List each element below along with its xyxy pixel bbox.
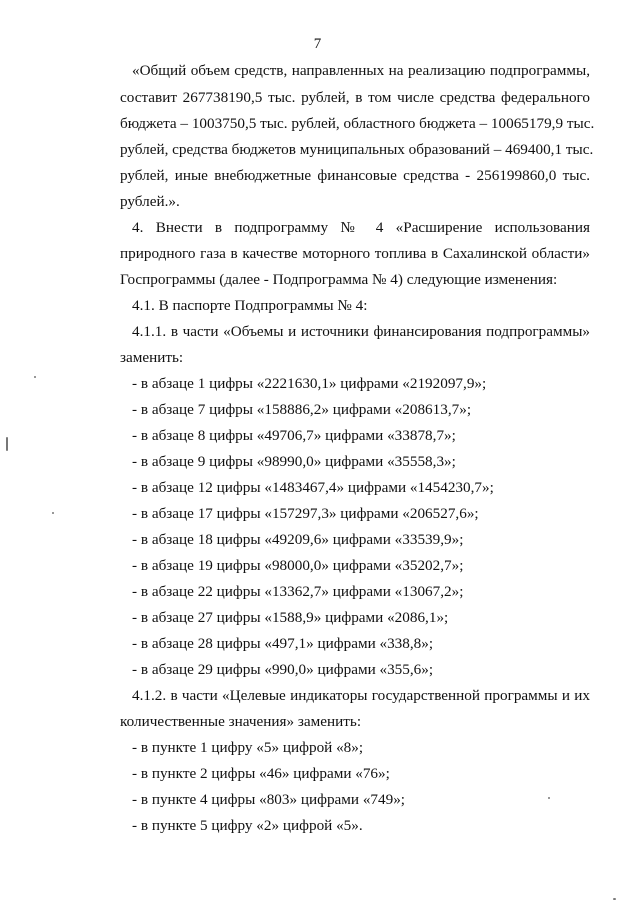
list-item: - в абзаце 22 цифры «13362,7» цифрами «13067,2»; [132, 583, 464, 600]
list-item: - в абзаце 12 цифры «1483467,4» цифрами «1454230,7»; [132, 479, 494, 496]
text-line: 4.1.1. в части «Объемы и источники финансирования подпрограммы» [132, 323, 590, 340]
list-item: - в абзаце 27 цифры «1588,9» цифрами «2086,1»; [132, 609, 449, 626]
text-line: рублей, иные внебюджетные финансовые средства - 256199860,0 тыс. [120, 167, 590, 184]
list-item: - в абзаце 8 цифры «49706,7» цифрами «33878,7»; [132, 427, 456, 444]
list-item: - в абзаце 18 цифры «49209,6» цифрами «33539,9»; [132, 531, 464, 548]
list-item: - в пункте 2 цифры «46» цифрами «76»; [132, 765, 390, 782]
text-line: 4.1.2. в части «Целевые индикаторы государственной программы и их [132, 687, 590, 704]
text-line: составит 267738190,5 тыс. рублей, в том числе средства федерального [120, 89, 590, 106]
text-line: рублей.». [120, 193, 180, 210]
text-line: природного газа в качестве моторного топлива в Сахалинской области» [120, 245, 590, 262]
list-item: - в абзаце 19 цифры «98000,0» цифрами «35202,7»; [132, 557, 464, 574]
list-item: - в абзаце 28 цифры «497,1» цифрами «338,8»; [132, 635, 434, 652]
list-item: - в абзаце 29 цифры «990,0» цифрами «355,6»; [132, 661, 434, 678]
scan-speck [548, 797, 550, 799]
text-line: Госпрограммы (далее - Подпрограмма № 4) следующие изменения: [120, 271, 558, 288]
scan-speck [52, 512, 54, 514]
text-line: «Общий объем средств, направленных на реализацию подпрограммы, [132, 62, 590, 79]
scan-speck [34, 376, 36, 378]
list-item: - в пункте 5 цифру «2» цифрой «5». [132, 817, 363, 834]
text-line: количественные значения» заменить: [120, 713, 362, 730]
list-item: - в пункте 1 цифру «5» цифрой «8»; [132, 739, 364, 756]
text-line: 4.1. В паспорте Подпрограммы № 4: [132, 297, 368, 314]
scan-speck [613, 898, 616, 900]
list-item: - в абзаце 17 цифры «157297,3» цифрами «206527,6»; [132, 505, 479, 522]
page-number: 7 [313, 36, 322, 52]
list-item: - в абзаце 1 цифры «2221630,1» цифрами «2192097,9»; [132, 375, 487, 392]
text-line: бюджета – 1003750,5 тыс. рублей, областного бюджета – 10065179,9 тыс. [120, 115, 595, 132]
text-line: заменить: [120, 349, 184, 366]
text-line: рублей, средства бюджетов муниципальных образований – 469400,1 тыс. [120, 141, 594, 158]
list-item: - в пункте 4 цифры «803» цифрами «749»; [132, 791, 406, 808]
scan-mark [6, 437, 8, 451]
list-item: - в абзаце 9 цифры «98990,0» цифрами «35558,3»; [132, 453, 456, 470]
text-line: 4. Внести в подпрограмму № 4 «Расширение использования [132, 219, 590, 236]
list-item: - в абзаце 7 цифры «158886,2» цифрами «208613,7»; [132, 401, 472, 418]
